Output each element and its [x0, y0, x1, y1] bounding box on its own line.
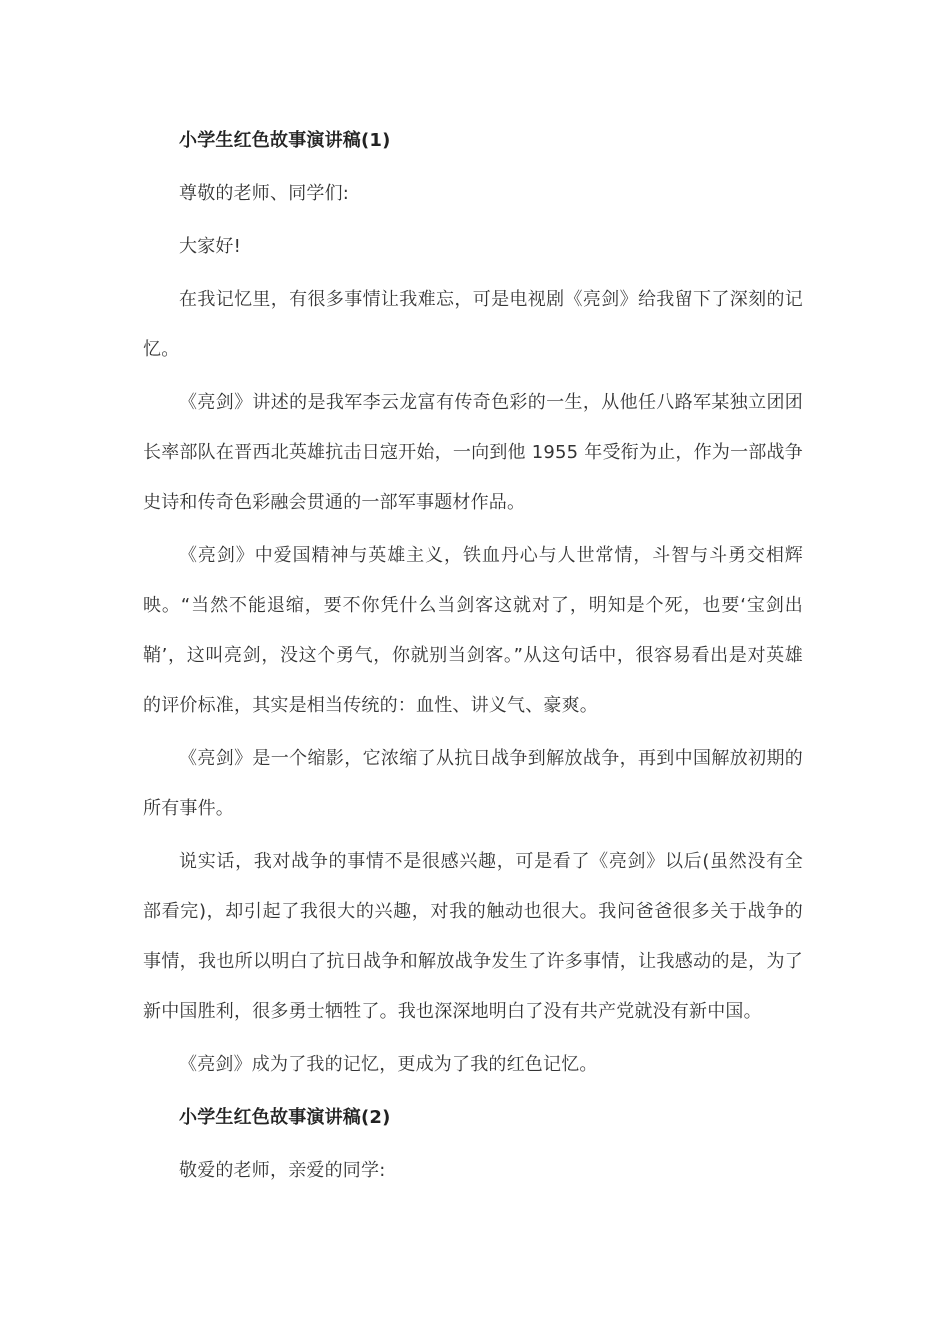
body-paragraph: 《亮剑》讲述的是我军李云龙富有传奇色彩的一生，从他任八路军某独立团团长率部队在晋西北英雄抗击日寇开始，一向到他 1955 年受衔为止，作为一部战争史诗和传奇色彩融会贯通的一部军事题材作品。	[143, 392, 803, 513]
body-paragraph: 在我记忆里，有很多事情让我难忘，可是电视剧《亮剑》给我留下了深刻的记忆。	[143, 289, 803, 360]
section-title-2: 小学生红色故事演讲稿(2)	[179, 1107, 391, 1128]
body-paragraph: 说实话，我对战争的事情不是很感兴趣，可是看了《亮剑》以后(虽然没有全部看完)，却引起了我很大的兴趣，对我的触动也很大。我问爸爸很多关于战争的事情，我也所以明白了抗日战争和解放战争发生了许多事情，让我感动的是，为了新中国胜利，很多勇士牺牲了。我也深深地明白了没有共产党就没有新中国。	[143, 851, 803, 1022]
section-title-1: 小学生红色故事演讲稿(1)	[179, 130, 391, 151]
greeting: 大家好!	[179, 236, 242, 257]
salutation: 尊敬的老师、同学们:	[179, 183, 350, 204]
body-paragraph: 《亮剑》成为了我的记忆，更成为了我的红色记忆。	[179, 1054, 598, 1075]
salutation: 敬爱的老师，亲爱的同学:	[179, 1160, 386, 1181]
body-paragraph: 《亮剑》是一个缩影，它浓缩了从抗日战争到解放战争，再到中国解放初期的所有事件。	[143, 748, 803, 819]
document-body	[143, 116, 803, 1199]
body-paragraph: 《亮剑》中爱国精神与英雄主义，铁血丹心与人世常情，斗智与斗勇交相辉映。“当然不能退缩，要不你凭什么当剑客这就对了，明知是个死，也要‘宝剑出鞘’，这叫亮剑，没这个勇气，你就别当剑客。”从这句话中，很容易看出是对英雄的评价标准，其实是相当传统的：血性、讲义气、豪爽。	[143, 545, 803, 716]
